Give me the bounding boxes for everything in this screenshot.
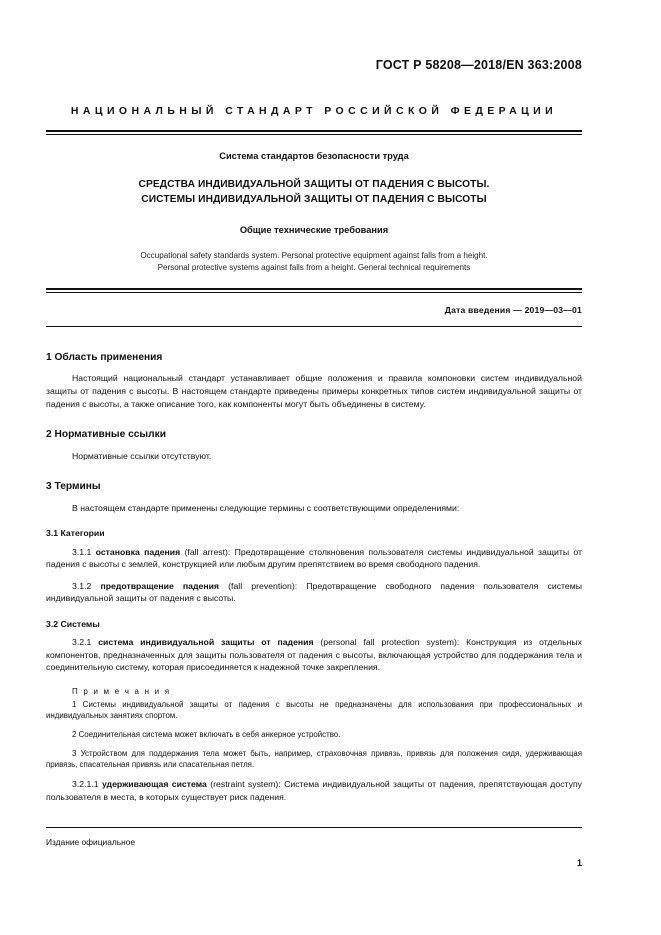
- standard-system-line: Система стандартов безопасности труда: [219, 151, 409, 161]
- header-rule-thin: [46, 134, 582, 135]
- section-references-heading: 2 Нормативные ссылки: [46, 429, 166, 441]
- official-edition-label: Издание официальное: [46, 836, 136, 847]
- document-subtitle: Общие технические требования: [239, 224, 389, 235]
- english-title: [46, 250, 582, 274]
- subsection-systems-heading: 3.2 Системы: [46, 618, 100, 629]
- footer-rule: [46, 827, 582, 828]
- term-fall-prevention: 3.1.2 предотвращение падения (fall prevention): Предотвращение свободного падения пользователя системы индивидуальной защиты от падения с высоты.: [46, 580, 582, 604]
- document-title-line-1: СРЕДСТВА ИНДИВИДУАЛЬНОЙ ЗАЩИТЫ ОТ ПАДЕНИЯ С ВЫСОТЫ.: [138, 179, 490, 190]
- introduction-date: Дата введения — 2019—03—01: [444, 304, 582, 315]
- section-references: [46, 428, 582, 462]
- note-item: 3 Устройством для поддержания тела может быть, например, страховочная привязь, привязь для положения сидя, удерживающая привязь, спасательная привязь или спасательная петля.: [46, 749, 582, 770]
- section-terms: [46, 480, 582, 803]
- header-rule-thick: [46, 130, 582, 132]
- document-body: [46, 351, 582, 804]
- section-references-paragraph: Нормативные ссылки отсутствуют.: [72, 450, 212, 461]
- english-title-line-1: Occupational safety standards system. Personal protective equipment against falls from a height.: [140, 250, 488, 260]
- term-fall-arrest: 3.1.1 остановка падения (fall arrest): Предотвращение столкновения пользователя системы индивидуальной защиты от падения с высоты с землей, конструкцией или любым другим препятствием во время свободного падения.: [46, 546, 582, 570]
- document-code: ГОСТ Р 58208—2018/EN 363:2008: [375, 58, 582, 72]
- english-title-line-2: Personal protective systems against falls from a height. General technical requirements: [157, 262, 471, 272]
- page-content: [46, 48, 582, 878]
- section-scope-paragraph: Настоящий национальный стандарт устанавливает общие положения и правила компоновки систем индивидуальной защиты от падения с высоты. В настоящем стандарте приведены примеры конкретных типов систем индивидуальной защиты от падения с высоты, а также описание того, как компоненты могут быть объединены в систему.: [46, 373, 582, 409]
- note-item: 1 Системы индивидуальной защиты от падения с высоты не предназначены для использования при профессиональных и индивидуальных занятиях спортом.: [46, 700, 582, 721]
- national-standard-banner: НАЦИОНАЛЬНЫЙ СТАНДАРТ РОССИЙСКОЙ ФЕДЕРАЦИИ: [70, 105, 558, 117]
- title-rule-thick: [46, 288, 582, 290]
- document-title: [46, 178, 582, 208]
- title-rule-thin: [46, 292, 582, 293]
- section-scope: [46, 351, 582, 410]
- subsection-categories-heading: 3.1 Категории: [46, 528, 105, 539]
- term-restraint-system: 3.2.1.1 удерживающая система (restraint system): Система индивидуальной защиты от падения, препятствующая доступу пользователя в места, в которых существует риск падения.: [46, 779, 583, 802]
- title-block: [46, 151, 582, 274]
- section-scope-heading: 1 Область применения: [46, 351, 163, 363]
- section-terms-paragraph: В настоящем стандарте применены следующие термины с соответствующими определениями:: [72, 502, 460, 513]
- note-item: 2 Соединительная система может включать в себя анкерное устройство.: [72, 730, 341, 740]
- term-personal-fall-protection-system: 3.2.1 система индивидуальной защиты от падения (personal fall protection system): Конструкция из отдельных компонентов, предназначенных для защиты пользователя от падения с высоты, включающая устройство для поддержания тела и соединительную систему, которая присоединяется к надежной точке закрепления.: [46, 637, 582, 673]
- body-top-rule: [46, 326, 582, 327]
- document-title-line-2: СИСТЕМЫ ИНДИВИДУАЛЬНОЙ ЗАЩИТЫ ОТ ПАДЕНИЯ С ВЫСОТЫ: [141, 193, 487, 205]
- notes-heading: П р и м е ч а н и я: [72, 686, 171, 696]
- page-number: 1: [576, 857, 582, 868]
- section-terms-heading: 3 Термины: [46, 481, 101, 493]
